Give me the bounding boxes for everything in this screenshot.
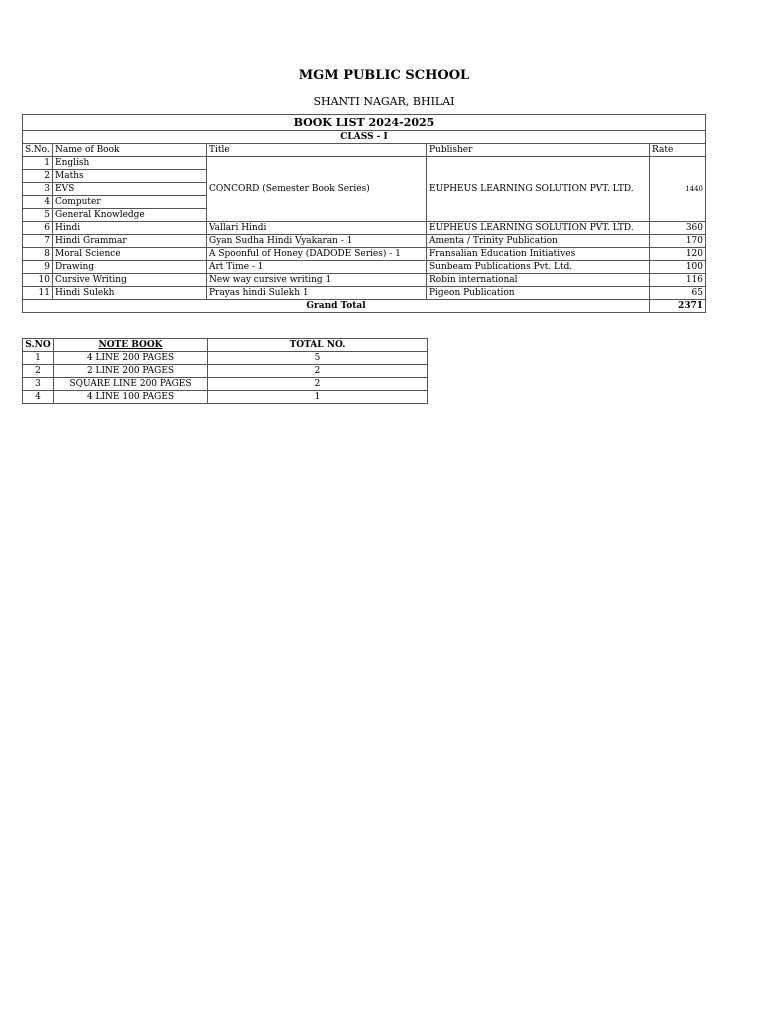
cell-sno: 7 (23, 235, 53, 248)
cell-name: Computer (53, 196, 207, 209)
cell-name: General Knowledge (53, 209, 207, 222)
cell-rate: 360 (650, 222, 706, 235)
cell-name: EVS (53, 183, 207, 196)
school-address: SHANTI NAGAR, BHILAI (313, 95, 455, 108)
table-row (23, 248, 706, 261)
cell-note-book: 4 LINE 100 PAGES (54, 391, 208, 404)
cell-total: 1 (208, 391, 428, 404)
cell-name: Hindi (53, 222, 207, 235)
cell-total: 5 (208, 352, 428, 365)
col-header-publisher: Publisher (427, 144, 650, 157)
table-row (23, 222, 706, 235)
cell-publisher: Amenta / Trinity Publication (427, 235, 650, 248)
cell-total: 2 (208, 378, 428, 391)
cell-name: Moral Science (53, 248, 207, 261)
cell-rate: 100 (650, 261, 706, 274)
table-row (23, 261, 706, 274)
cell-note-book: 4 LINE 200 PAGES (54, 352, 208, 365)
note-book-table (22, 338, 428, 404)
cell-sno: 11 (23, 287, 53, 300)
cell-publisher: EUPHEUS LEARNING SOLUTION PVT. LTD. (427, 222, 650, 235)
cell-sno: 8 (23, 248, 53, 261)
cell-sno: 3 (23, 183, 53, 196)
col-header-sno: S.NO (23, 339, 54, 352)
col-header-rate: Rate (650, 144, 706, 157)
cell-name: Hindi Sulekh (53, 287, 207, 300)
table-row (23, 378, 428, 391)
book-list-title: BOOK LIST 2024-2025 (23, 115, 706, 131)
cell-sno: 4 (23, 391, 54, 404)
cell-sno: 1 (23, 352, 54, 365)
cell-sno: 6 (23, 222, 53, 235)
cell-sno: 9 (23, 261, 53, 274)
cell-publisher: Sunbeam Publications Pvt. Ltd. (427, 261, 650, 274)
cell-title: Vallari Hindi (207, 222, 427, 235)
cell-total: 2 (208, 365, 428, 378)
table-row (23, 391, 428, 404)
cell-title: A Spoonful of Honey (DADODE Series) - 1 (207, 248, 427, 261)
cell-name: Maths (53, 170, 207, 183)
cell-rate: 120 (650, 248, 706, 261)
cell-sno: 1 (23, 157, 53, 170)
cell-name: Drawing (53, 261, 207, 274)
book-list-header-row (23, 144, 706, 157)
cell-title: Prayas hindi Sulekh 1 (207, 287, 427, 300)
note-book-header-row (23, 339, 428, 352)
cell-title: Art Time - 1 (207, 261, 427, 274)
cell-name: Hindi Grammar (53, 235, 207, 248)
cell-rate: 170 (650, 235, 706, 248)
table-row (23, 352, 428, 365)
school-name: MGM PUBLIC SCHOOL (298, 68, 470, 83)
cell-name: Cursive Writing (53, 274, 207, 287)
grand-total-label: Grand Total (23, 300, 650, 313)
cell-sno: 5 (23, 209, 53, 222)
cell-rate: 65 (650, 287, 706, 300)
col-header-name: Name of Book (53, 144, 207, 157)
cell-sno: 2 (23, 170, 53, 183)
table-row (23, 235, 706, 248)
cell-series-title: CONCORD (Semester Book Series) (207, 157, 427, 222)
grand-total-row (23, 300, 706, 313)
cell-publisher: Fransalian Education Initiatives (427, 248, 650, 261)
col-header-note-book: NOTE BOOK (54, 339, 208, 352)
cell-series-rate: 1440 (650, 157, 706, 222)
col-header-sno: S.No. (23, 144, 53, 157)
cell-sno: 4 (23, 196, 53, 209)
col-header-title: Title (207, 144, 427, 157)
col-header-total: TOTAL NO. (208, 339, 428, 352)
table-row (23, 365, 428, 378)
book-list-table (22, 114, 706, 313)
cell-name: English (53, 157, 207, 170)
table-row (23, 274, 706, 287)
cell-rate: 116 (650, 274, 706, 287)
cell-publisher: Pigeon Publication (427, 287, 650, 300)
cell-note-book: SQUARE LINE 200 PAGES (54, 378, 208, 391)
cell-sno: 2 (23, 365, 54, 378)
grand-total-value: 2371 (650, 300, 706, 313)
cell-sno: 3 (23, 378, 54, 391)
cell-sno: 10 (23, 274, 53, 287)
cell-title: Gyan Sudha Hindi Vyakaran - 1 (207, 235, 427, 248)
cell-title: New way cursive writing 1 (207, 274, 427, 287)
table-row (23, 157, 706, 170)
cell-note-book: 2 LINE 200 PAGES (54, 365, 208, 378)
class-label: CLASS - I (23, 131, 706, 144)
table-row (23, 287, 706, 300)
cell-publisher: Robin international (427, 274, 650, 287)
cell-series-publisher: EUPHEUS LEARNING SOLUTION PVT. LTD. (427, 157, 650, 222)
